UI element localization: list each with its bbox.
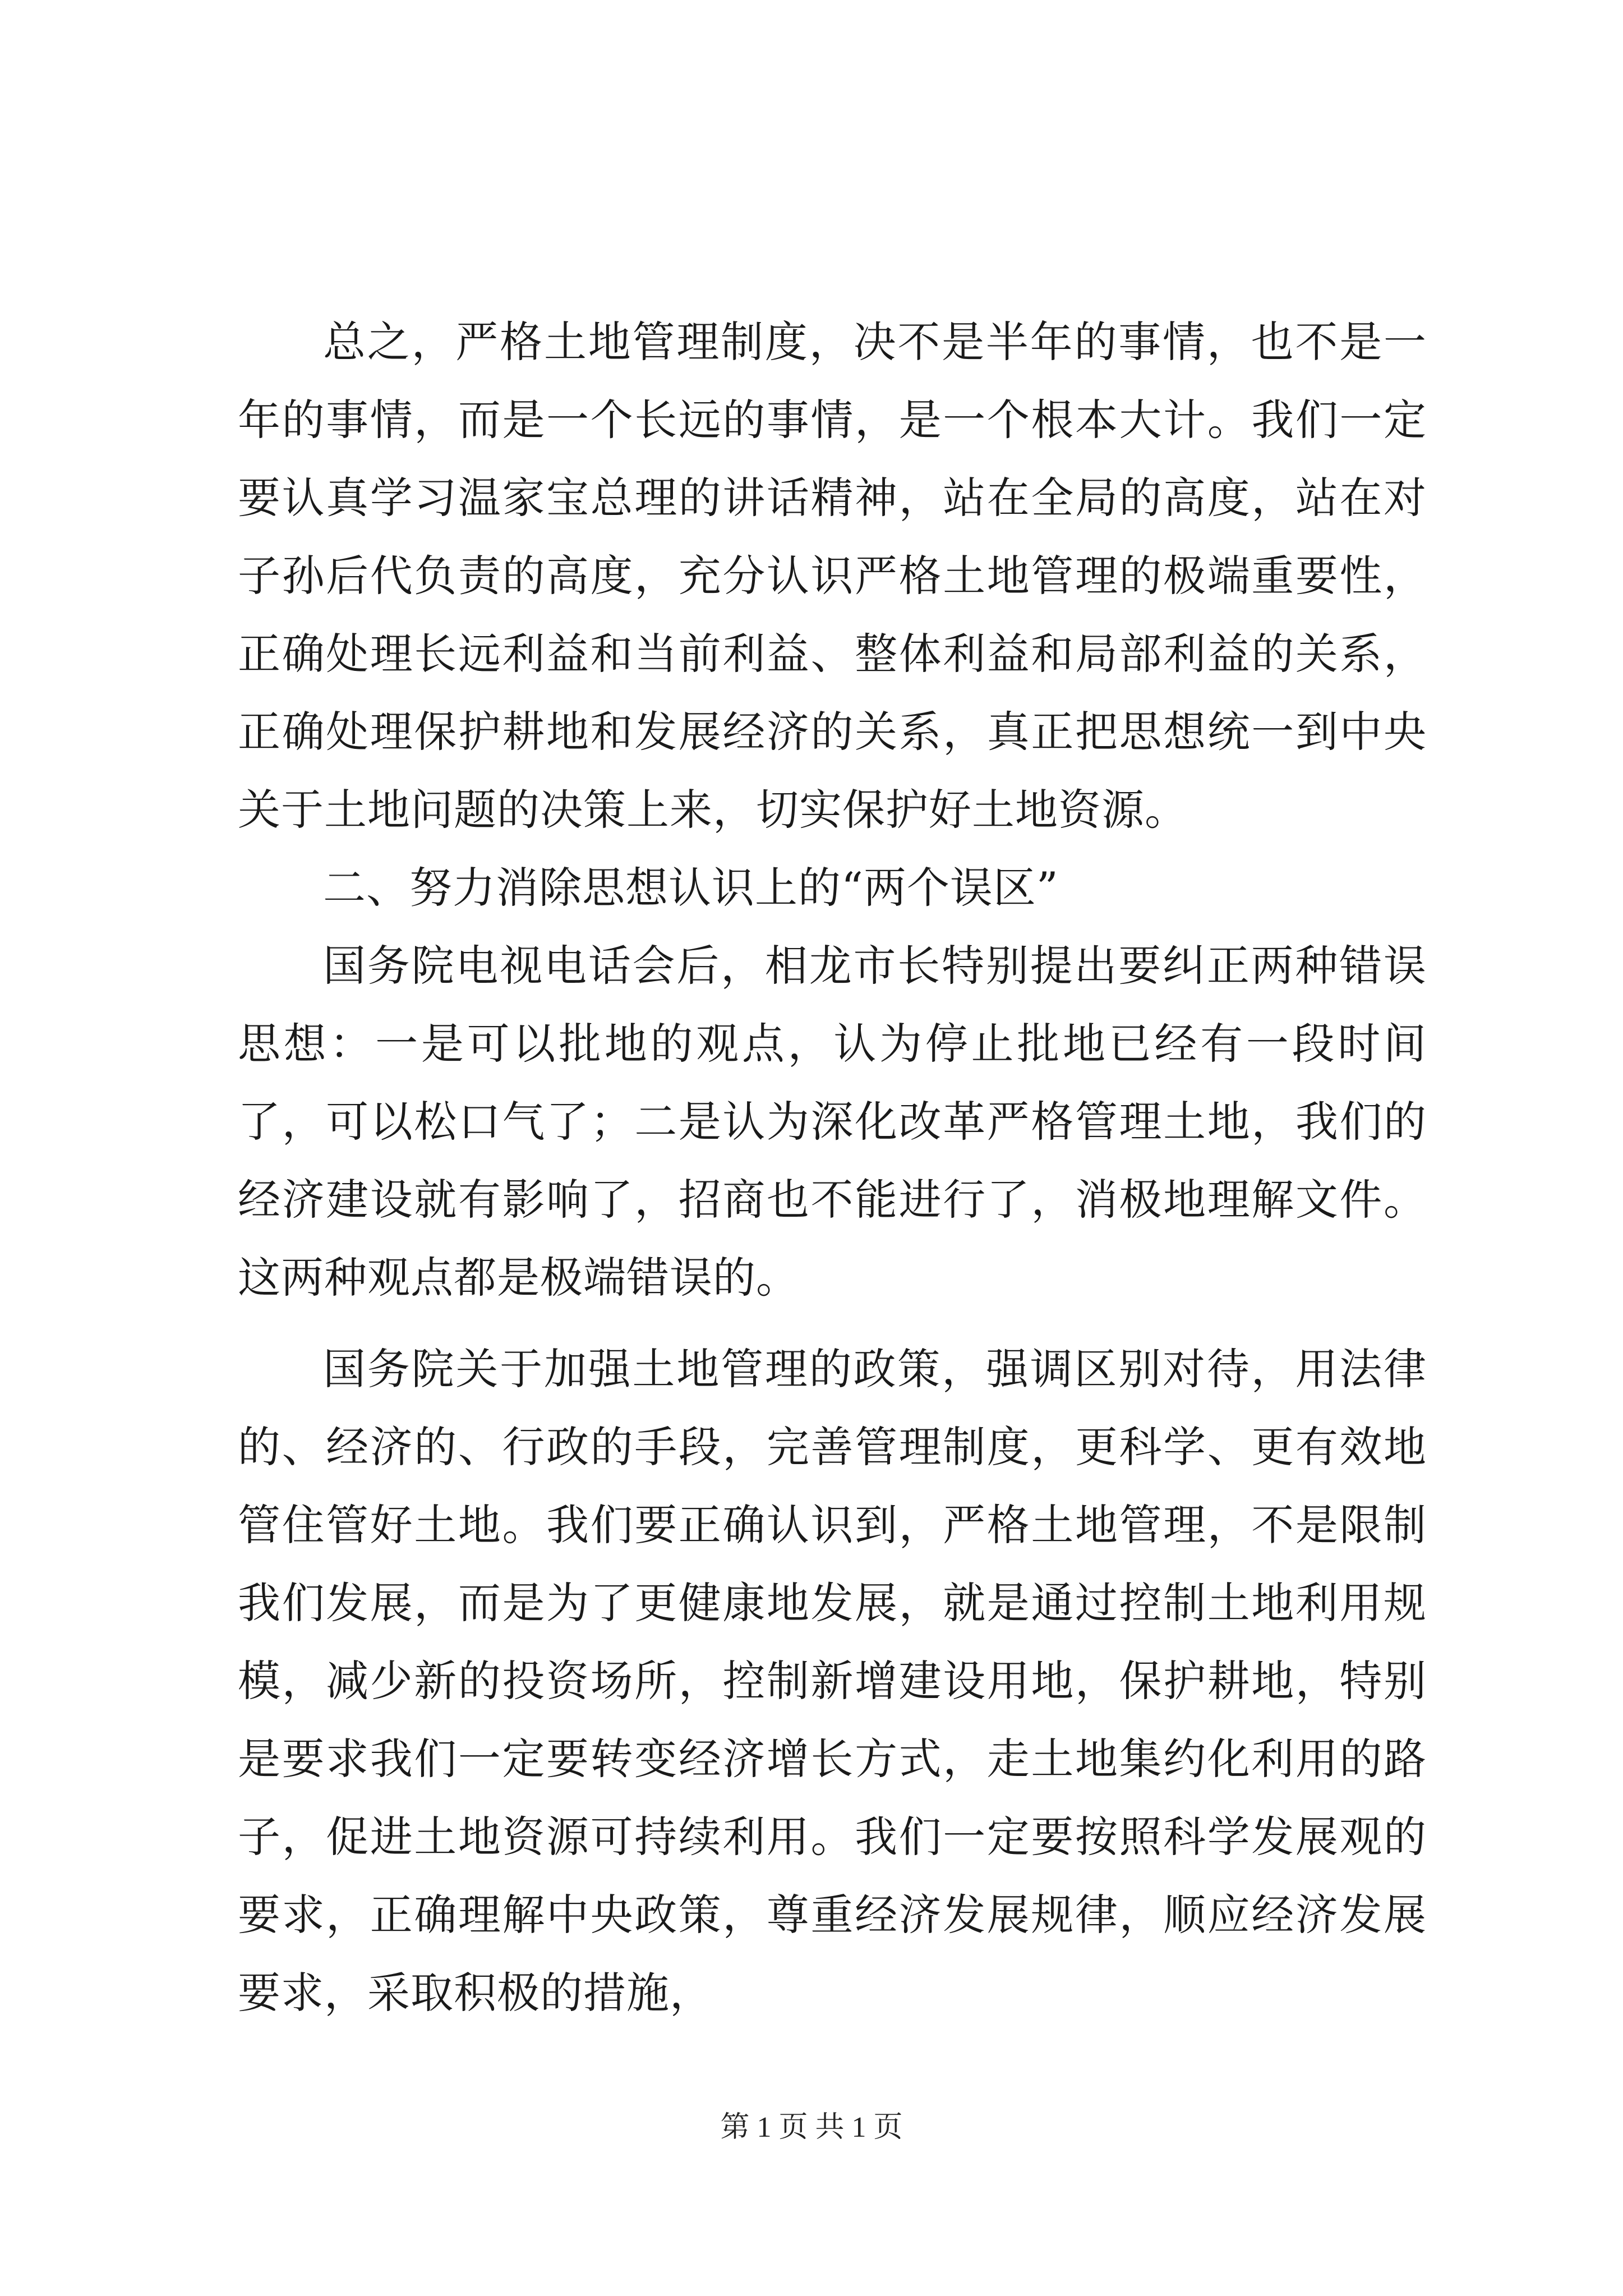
document-body xyxy=(238,303,1427,2032)
paragraph-state-council-policy: 国务院关于加强土地管理的政策，强调区别对待，用法律的、经济的、行政的手段，完善管理制度，更科学、更有效地管住管好土地。我们要正确认识到，严格土地管理，不是限制我们发展，而是为了更健康地发展，就是通过控制土地利用规模，减少新的投资场所，控制新增建设用地，保护耕地，特别是要求我们一定要转变经济增长方式，走土地集约化利用的路子，促进土地资源可持续利用。我们一定要按照科学发展观的要求，正确理解中央政策，尊重经济发展规律，顺应经济发展要求，采取积极的措施， xyxy=(238,1344,1427,2018)
paragraph-misconceptions: 国务院电视电话会后，相龙市长特别提出要纠正两种错误思想：一是可以批地的观点，认为停止批地已经有一段时间了，可以松口气了；二是认为深化改革严格管理土地，我们的经济建设就有影响了，招商也不能进行了，消极地理解文件。这两种观点都是极端错误的。 xyxy=(238,941,1427,1303)
page-footer: 第 1 页 共 1 页 xyxy=(720,2111,903,2143)
section-heading: 二、努力消除思想认识上的“两个误区” xyxy=(323,863,1059,913)
paragraph-conclusion: 总之，严格土地管理制度，决不是半年的事情，也不是一年的事情，而是一个长远的事情，是一个根本大计。我们一定要认真学习温家宝总理的讲话精神，站在全局的高度，站在对子孙后代负责的高度，充分认识严格土地管理的极端重要性，正确处理长远利益和当前利益、整体利益和局部利益的关系，正确处理保护耕地和发展经济的关系，真正把思想统一到中央关于土地问题的决策上来，切实保护好土地资源。 xyxy=(238,317,1427,835)
